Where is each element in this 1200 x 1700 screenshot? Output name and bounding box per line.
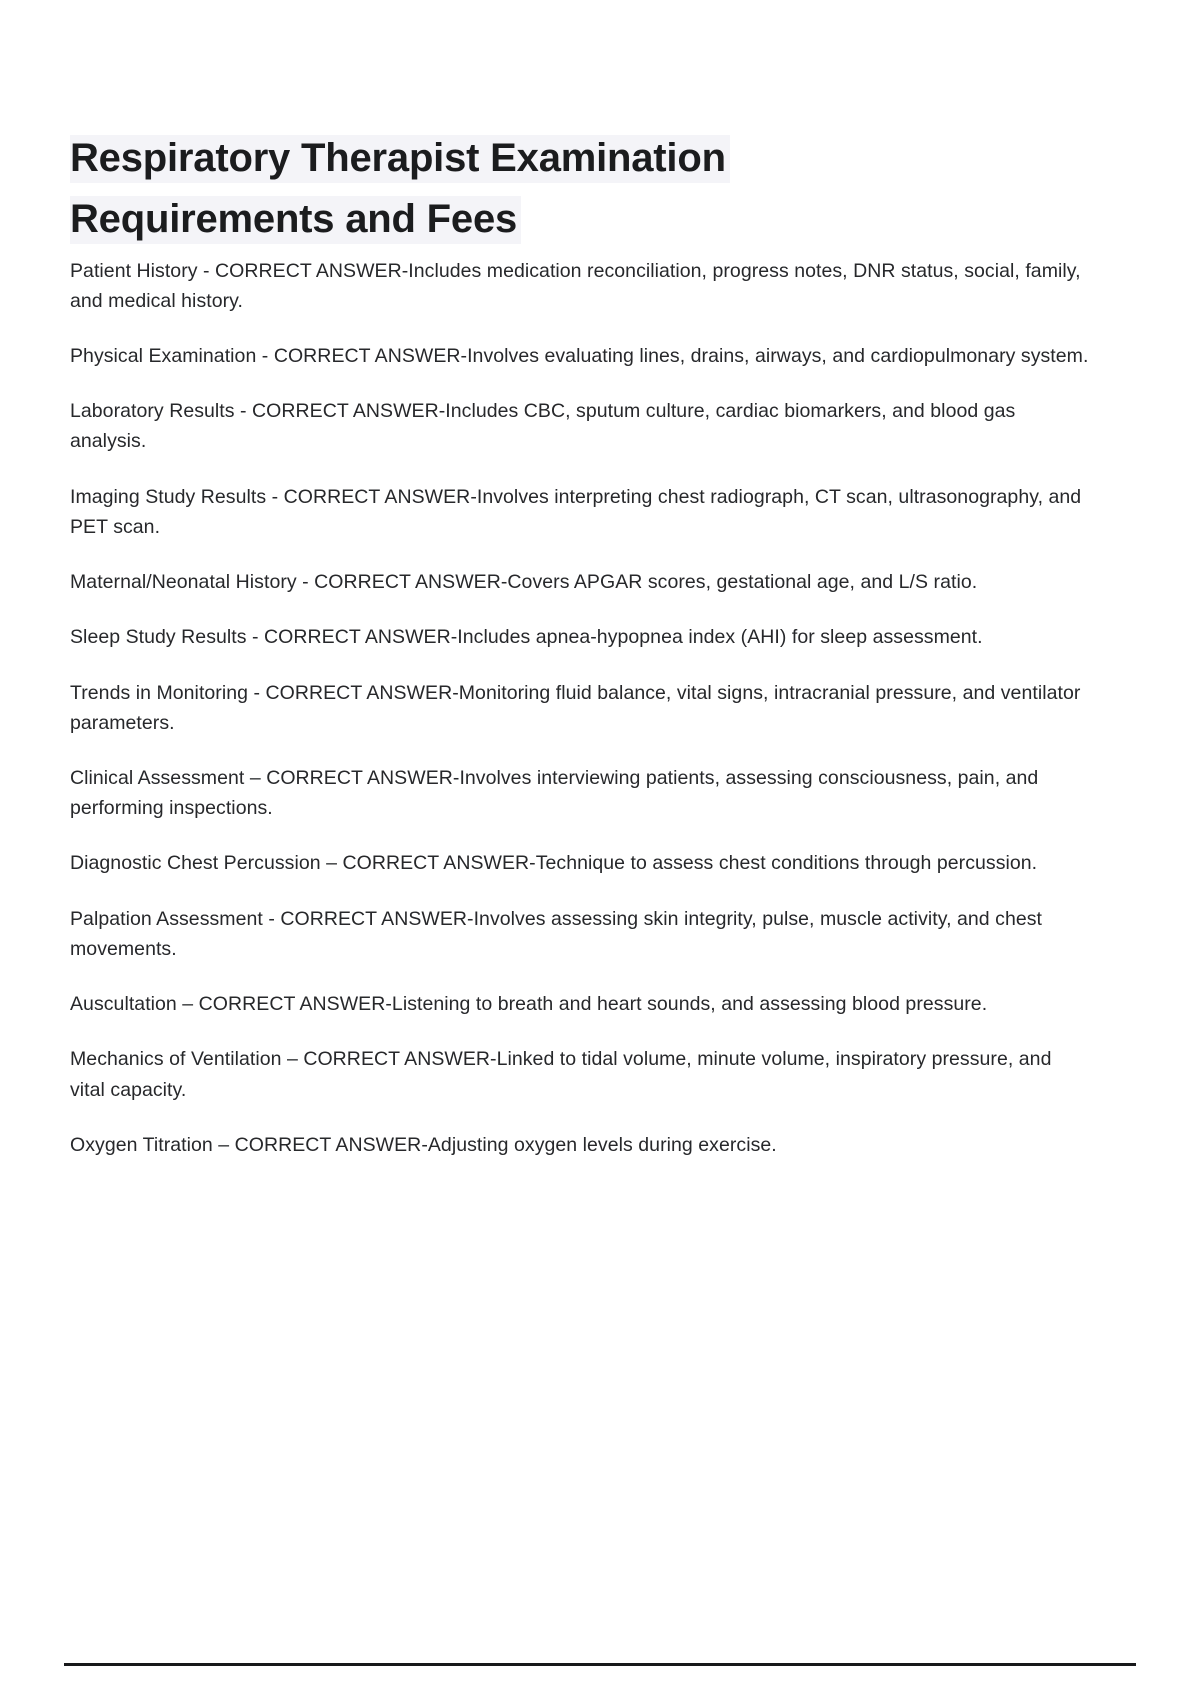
page-title [70,128,1090,250]
qa-answer: Involves interpreting chest radiograph, CT scan, ultrasonography, and PET scan. [70,485,1082,538]
qa-prompt: Maternal/Neonatal History - [70,571,315,594]
qa-marker: CORRECT ANSWER- [342,852,536,875]
qa-marker: CORRECT ANSWER- [215,259,409,282]
list-item [70,341,1090,371]
qa-prompt: Laboratory Results - [70,400,253,423]
qa-prompt: Patient History - [70,259,216,282]
qa-prompt: Sleep Study Results - [70,626,265,649]
qa-prompt: Trends in Monitoring - [70,681,266,704]
qa-prompt: Imaging Study Results - [70,485,284,508]
qa-marker: CORRECT ANSWER- [252,400,446,423]
list-item [70,256,1090,316]
list-item [70,763,1090,823]
qa-answer: Includes CBC, sputum culture, cardiac biomarkers, and blood gas analysis. [70,400,1016,453]
list-item [70,989,1090,1019]
qa-answer: Involves assessing skin integrity, pulse, muscle activity, and chest movements. [70,907,1043,960]
qa-marker: CORRECT ANSWER- [264,626,458,649]
qa-marker: CORRECT ANSWER- [314,571,508,594]
list-item [70,1044,1090,1104]
qa-answer: Includes medication reconciliation, progress notes, DNR status, social, family, and medical history. [70,259,1081,312]
qa-prompt: Palpation Assessment - [70,907,281,930]
qa-marker: CORRECT ANSWER- [283,485,477,508]
qa-marker: CORRECT ANSWER- [303,1048,497,1071]
list-item [70,678,1090,738]
list-item [70,567,1090,597]
qa-marker: CORRECT ANSWER- [198,993,392,1016]
qa-prompt: Mechanics of Ventilation – [70,1048,304,1071]
list-item [70,622,1090,652]
qa-marker: CORRECT ANSWER- [280,907,474,930]
page-title-line-2: Requirements and Fees [70,196,521,244]
qa-marker: CORRECT ANSWER- [265,681,459,704]
document-content [70,128,1090,1185]
qa-answer: Linked to tidal volume, minute volume, inspiratory pressure, and vital capacity. [70,1048,1052,1101]
qa-marker: CORRECT ANSWER- [234,1133,428,1156]
qa-prompt: Clinical Assessment – [70,767,267,789]
qa-answer: Technique to assess chest conditions through percussion. [535,852,1038,875]
list-item [70,848,1090,878]
list-item [70,1130,1090,1160]
qa-marker: CORRECT ANSWER- [266,767,460,789]
footer-divider [64,1663,1136,1666]
qa-list [70,256,1090,1160]
qa-answer: Involves evaluating lines, drains, airways, and cardiopulmonary system. [467,345,1089,368]
qa-answer: Listening to breath and heart sounds, and assessing blood pressure. [391,993,988,1016]
qa-prompt: Diagnostic Chest Percussion – [70,852,343,875]
page-title-line-1: Respiratory Therapist Examination [70,135,730,183]
list-item [70,904,1090,964]
qa-answer: Adjusting oxygen levels during exercise. [427,1133,777,1156]
list-item [70,396,1090,456]
list-item [70,482,1090,542]
qa-prompt: Physical Examination - [70,345,274,368]
qa-answer: Monitoring fluid balance, vital signs, intracranial pressure, and ventilator parameters. [70,681,1081,734]
qa-prompt: Oxygen Titration – [70,1133,235,1156]
qa-answer: Involves interviewing patients, assessing consciousness, pain, and performing inspections. [70,767,1039,820]
qa-answer: Covers APGAR scores, gestational age, and L/S ratio. [507,571,978,594]
qa-prompt: Auscultation – [70,993,199,1016]
qa-marker: CORRECT ANSWER- [273,345,468,368]
qa-answer: Includes apnea-hypopnea index (AHI) for sleep assessment. [457,626,983,649]
